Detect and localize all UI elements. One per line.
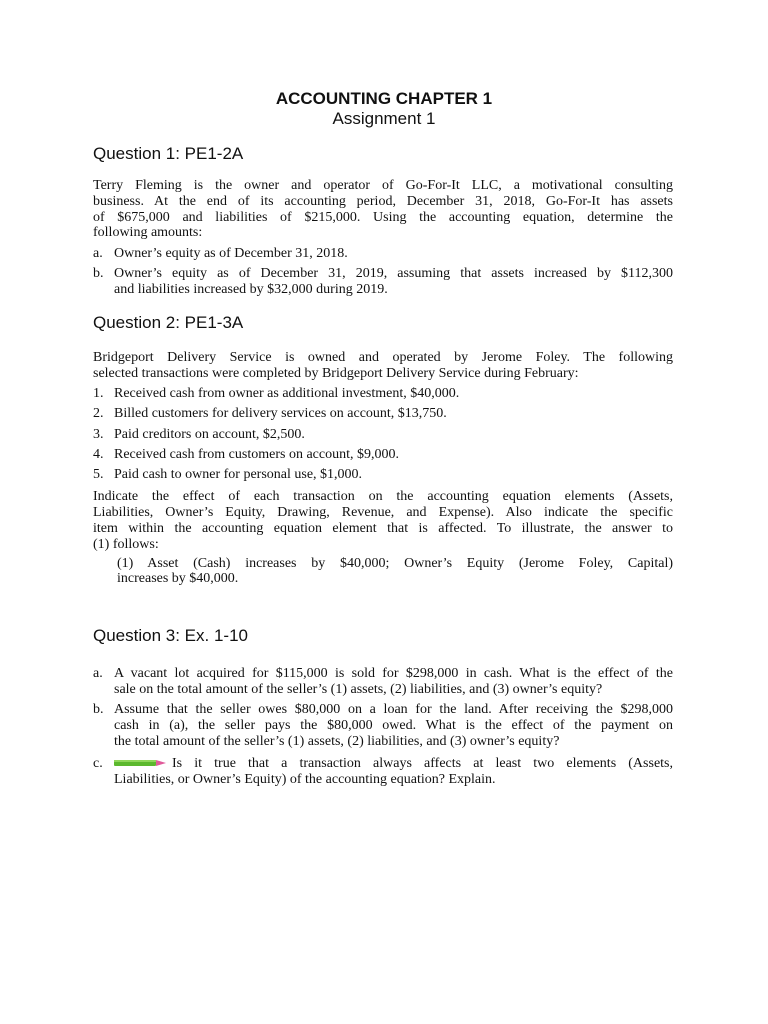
q1-intro-line: business. At the end of its accounting period, December 31, 2018, Go-For-It has assets [93, 194, 673, 209]
q1-heading: Question 1: PE1-2A [93, 144, 244, 163]
item-text: the total amount of the seller’s (1) assets, (2) liabilities, and (3) owner’s equity? [114, 734, 560, 749]
q1-intro-line: following amounts: [93, 225, 203, 240]
item-label: a. [93, 246, 103, 261]
q2-instruction-line: item within the accounting equation element that is affected. To illustrate, the answer to [93, 521, 673, 536]
q2-intro-line: selected transactions were completed by Bridgeport Delivery Service during February: [93, 366, 579, 381]
q1-intro-line: of $675,000 and liabilities of $215,000. Using the accounting equation, determine the [93, 210, 673, 225]
q2-example-line: (1) Asset (Cash) increases by $40,000; Owner’s Equity (Jerome Foley, Capital) [117, 556, 673, 571]
item-text: Received cash from owner as additional investment, $40,000. [114, 386, 460, 401]
item-text: Billed customers for delivery services on account, $13,750. [114, 406, 447, 421]
item-label: b. [93, 266, 104, 281]
item-text: sale on the total amount of the seller’s (1) assets, (2) liabilities, and (3) owner’s equity? [114, 682, 603, 697]
item-text: Assume that the seller owes $80,000 on a loan for the land. After receiving the $298,000 [114, 702, 673, 717]
item-text: and liabilities increased by $32,000 during 2019. [114, 282, 388, 297]
item-text: Owner’s equity as of December 31, 2018. [114, 246, 348, 261]
item-text: cash in (a), the seller pays the $80,000 owed. What is the effect of the payment on [114, 718, 673, 733]
item-label: c. [93, 756, 103, 771]
item-text: Paid cash to owner for personal use, $1,000. [114, 467, 363, 482]
item-text: Owner’s equity as of December 31, 2019, assuming that assets increased by $112,300 [114, 266, 673, 281]
q2-heading: Question 2: PE1-3A [93, 313, 244, 332]
item-label: b. [93, 702, 104, 717]
q2-instruction-line: Liabilities, Owner’s Equity, Drawing, Revenue, and Expense). Also indicate the specific [93, 505, 673, 520]
item-text: Paid creditors on account, $2,500. [114, 427, 305, 442]
item-text: Is it true that a transaction always affects at least two elements (Assets, [172, 756, 673, 771]
q1-intro-line: Terry Fleming is the owner and operator of Go-For-It LLC, a motivational consulting [93, 178, 673, 193]
item-label: 2. [93, 406, 104, 421]
q2-example-line: increases by $40,000. [117, 571, 239, 586]
document-title: ACCOUNTING CHAPTER 1 [275, 89, 493, 108]
item-label: 3. [93, 427, 104, 442]
q2-instruction-line: (1) follows: [93, 537, 159, 552]
item-text: A vacant lot acquired for $115,000 is sold for $298,000 in cash. What is the effect of the [114, 666, 673, 681]
item-label: 1. [93, 386, 104, 401]
pencil-icon [114, 759, 166, 767]
q2-instruction-line: Indicate the effect of each transaction on the accounting equation elements (Assets, [93, 489, 673, 504]
document-subtitle: Assignment 1 [332, 109, 436, 128]
item-label: a. [93, 666, 103, 681]
item-text: Liabilities, or Owner’s Equity) of the accounting equation? Explain. [114, 772, 496, 787]
item-label: 4. [93, 447, 104, 462]
q2-intro-line: Bridgeport Delivery Service is owned and operated by Jerome Foley. The following [93, 350, 673, 365]
item-text: Received cash from customers on account, $9,000. [114, 447, 399, 462]
item-label: 5. [93, 467, 104, 482]
item-text-row [114, 756, 673, 772]
q3-heading: Question 3: Ex. 1-10 [93, 626, 248, 645]
